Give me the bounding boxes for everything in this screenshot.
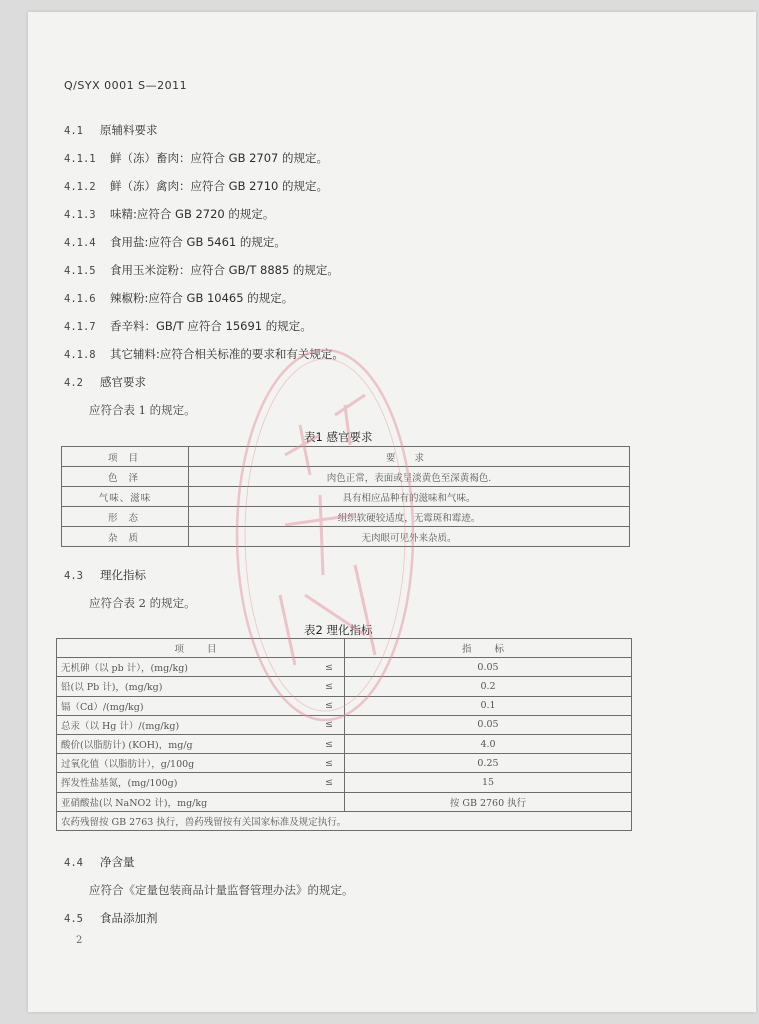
table-cell: 4.0 <box>345 734 632 753</box>
table-row <box>57 677 632 696</box>
table-cell: ≤ <box>314 715 345 734</box>
section-number: 4.1 <box>64 125 83 137</box>
table-cell: 肉色正常，表面或呈淡黄色至深黄褐色. <box>189 467 630 487</box>
section-number: 4.5 <box>64 913 83 925</box>
table-cell: 杂 质 <box>62 527 189 547</box>
clause-item <box>64 150 328 166</box>
section-title: 感官要求 <box>100 375 146 389</box>
table-cell: 0.05 <box>345 715 632 734</box>
table-cell: 0.2 <box>345 677 632 696</box>
section-number: 4.4 <box>64 857 83 869</box>
section-title: 理化指标 <box>100 568 146 582</box>
table-cell: 0.05 <box>345 658 632 677</box>
table-header-row <box>57 639 632 658</box>
clause-item <box>64 346 344 362</box>
table-row <box>62 467 630 487</box>
clause-item <box>64 178 328 194</box>
section-title: 食品添加剂 <box>100 911 158 925</box>
net-content-text: 应符合《定量包装商品计量监督管理办法》的规定。 <box>89 883 354 897</box>
table-row <box>62 507 630 527</box>
table-cell: ≤ <box>314 754 345 773</box>
table-cell: ≤ <box>314 696 345 715</box>
table-cell: 按 GB 2760 执行 <box>345 792 632 811</box>
clause-item <box>64 262 339 278</box>
clause-number: 4.1.1 <box>64 153 96 165</box>
table-header-cell: 指 标 <box>345 639 632 658</box>
table-row <box>57 773 632 792</box>
table-row <box>57 754 632 773</box>
clause-text: 香辛料：GB/T 应符合 15691 的规定。 <box>110 319 312 333</box>
clause-text: 味精:应符合 GB 2720 的规定。 <box>110 207 275 221</box>
table-footnote-row <box>57 811 632 830</box>
clause-number: 4.1.5 <box>64 265 96 277</box>
table-row <box>57 715 632 734</box>
section-heading <box>64 122 158 138</box>
table-header-row <box>62 447 630 467</box>
clause-item <box>64 234 286 250</box>
table-cell: ≤ <box>314 677 345 696</box>
table-cell: 形 态 <box>62 507 189 527</box>
table-cell: ≤ <box>314 734 345 753</box>
table-cell: 铅(以 Pb 计)，(mg/kg) <box>57 677 315 696</box>
table-cell: 15 <box>345 773 632 792</box>
section-heading <box>64 854 135 870</box>
clause-item <box>64 206 274 222</box>
table-row <box>57 792 632 811</box>
section-heading <box>64 567 146 583</box>
table-cell: 色 泽 <box>62 467 189 487</box>
table1-caption: 表1 感官要求 <box>304 430 373 444</box>
clause-number: 4.1.8 <box>64 349 96 361</box>
clause-item <box>64 318 312 334</box>
clause-text: 食用玉米淀粉：应符合 GB/T 8885 的规定。 <box>110 263 339 277</box>
table-row <box>57 658 632 677</box>
table-row <box>57 734 632 753</box>
sensory-table <box>61 446 630 547</box>
table-cell: 过氧化值（以脂肪计），g/100g <box>57 754 315 773</box>
table-cell <box>314 792 345 811</box>
clause-text: 其它辅料:应符合相关标准的要求和有关规定。 <box>110 347 344 361</box>
table-cell: 总汞（以 Hg 计）/(mg/kg) <box>57 715 315 734</box>
clause-text: 食用盐:应符合 GB 5461 的规定。 <box>110 235 286 249</box>
table-header-cell: 项 目 <box>62 447 189 467</box>
document-code: Q/SYX 0001 S—2011 <box>64 79 188 92</box>
table2-intro: 应符合表 2 的规定。 <box>89 596 196 610</box>
table1-intro: 应符合表 1 的规定。 <box>89 403 196 417</box>
table2-caption: 表2 理化指标 <box>304 623 373 637</box>
table-cell: 酸价(以脂肪计) (KOH)，mg/g <box>57 734 315 753</box>
table-cell: 0.1 <box>345 696 632 715</box>
section-heading <box>64 374 146 390</box>
clause-text: 辣椒粉:应符合 GB 10465 的规定。 <box>110 291 294 305</box>
table-cell: ≤ <box>314 658 345 677</box>
table-cell: 亚硝酸盐(以 NaNO2 计)，mg/kg <box>57 792 315 811</box>
clause-text: 鲜（冻）禽肉：应符合 GB 2710 的规定。 <box>110 179 329 193</box>
table-row <box>62 527 630 547</box>
table-cell: ≤ <box>314 773 345 792</box>
clause-text: 鲜（冻）畜肉：应符合 GB 2707 的规定。 <box>110 151 329 165</box>
table-row <box>57 696 632 715</box>
physicochemical-table <box>56 638 632 831</box>
section-number: 4.3 <box>64 570 83 582</box>
section-title: 净含量 <box>100 855 135 869</box>
clause-number: 4.1.7 <box>64 321 96 333</box>
table-cell: 无机砷（以 pb 计），(mg/kg) <box>57 658 315 677</box>
table-cell: 镉（Cd）/(mg/kg) <box>57 696 315 715</box>
section-heading <box>64 910 158 926</box>
clause-number: 4.1.2 <box>64 181 96 193</box>
clause-item <box>64 290 293 306</box>
clause-number: 4.1.6 <box>64 293 96 305</box>
table-row <box>62 487 630 507</box>
clause-number: 4.1.3 <box>64 209 96 221</box>
table-footnote: 农药残留按 GB 2763 执行，兽药残留按有关国家标准及规定执行。 <box>57 811 632 830</box>
clause-number: 4.1.4 <box>64 237 96 249</box>
table-header-cell: 要 求 <box>189 447 630 467</box>
table-header-cell: 项 目 <box>57 639 345 658</box>
table-cell: 0.25 <box>345 754 632 773</box>
table-cell: 组织软硬较适度，无霉斑和霉迹。 <box>189 507 630 527</box>
table-cell: 具有相应品种有的滋味和气味。 <box>189 487 630 507</box>
section-number: 4.2 <box>64 377 83 389</box>
table-cell: 无肉眼可见外来杂质。 <box>189 527 630 547</box>
section-title: 原辅料要求 <box>100 123 158 137</box>
table-cell: 气味、滋味 <box>62 487 189 507</box>
page-number: 2 <box>76 935 83 946</box>
table-cell: 挥发性盐基氮，(mg/100g) <box>57 773 315 792</box>
